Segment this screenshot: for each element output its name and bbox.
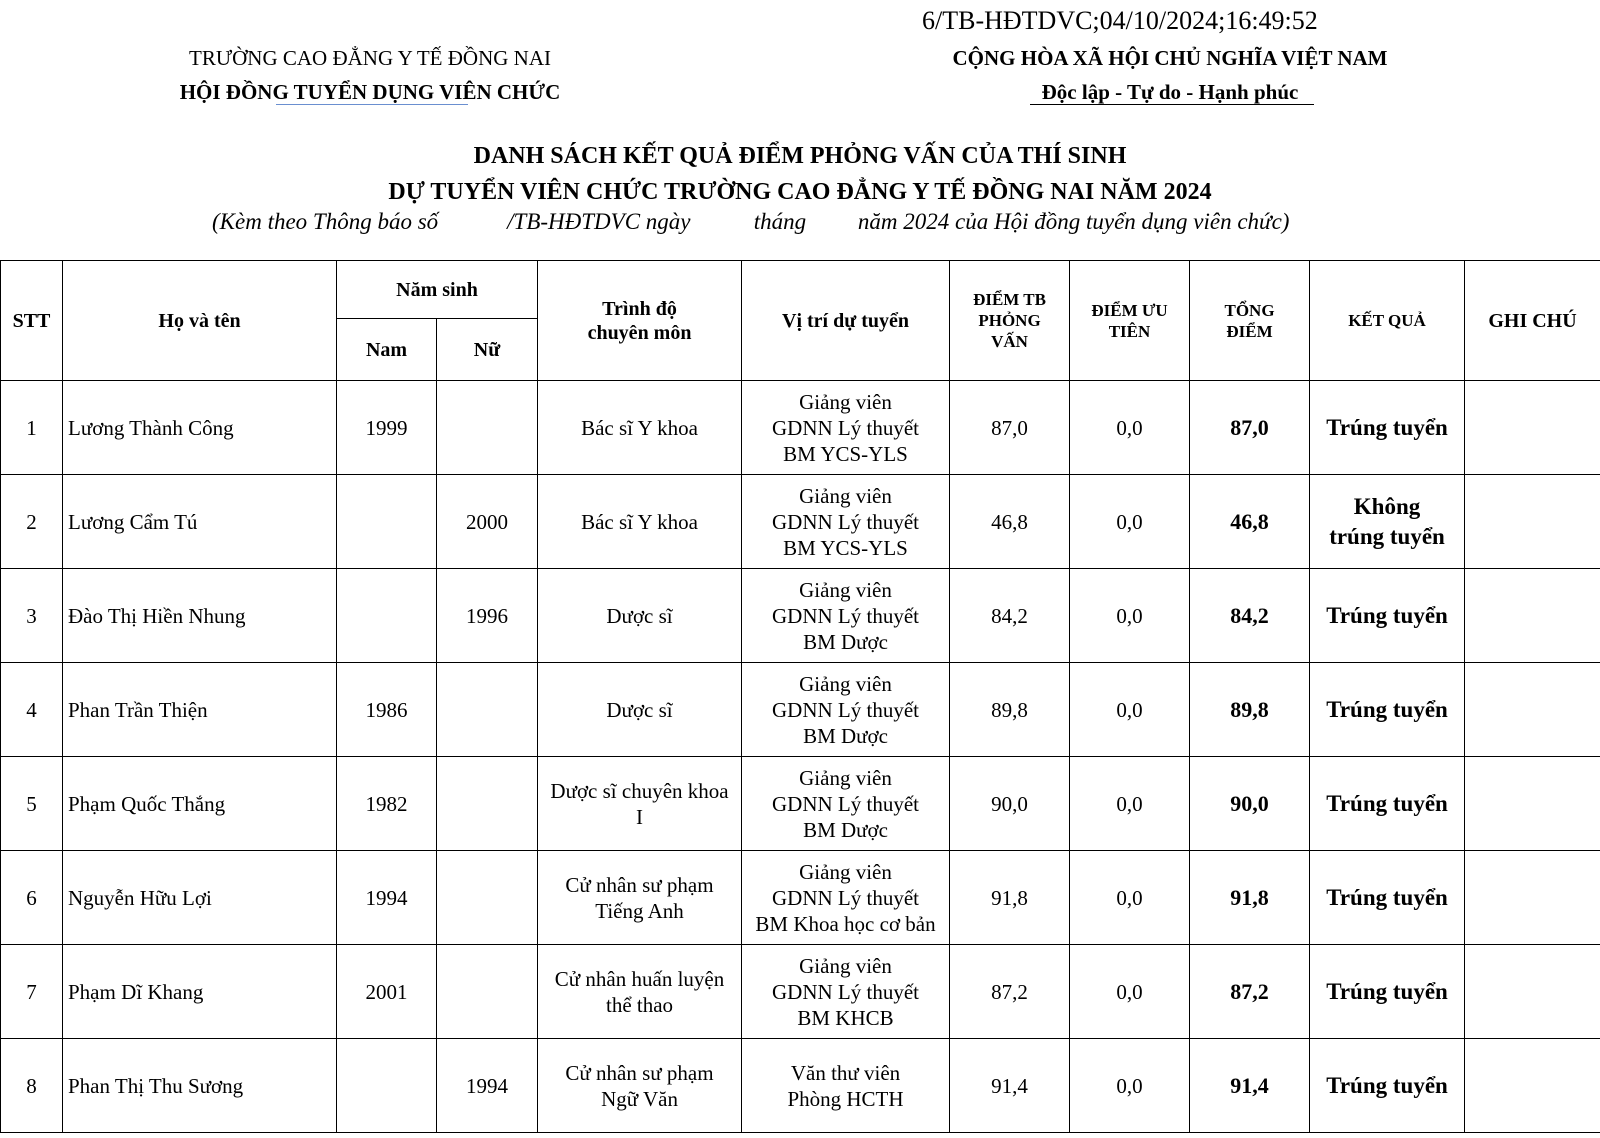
header-total-score xyxy=(1190,261,1310,381)
cell-qualification xyxy=(538,1039,742,1133)
cell-name: Phan Thị Thu Sương xyxy=(63,1039,337,1133)
cell-stt: 3 xyxy=(1,569,63,663)
document-title-line2: DỰ TUYỂN VIÊN CHỨC TRƯỜNG CAO ĐẲNG Y TẾ ĐỒNG NAI NĂM 2024 xyxy=(388,179,1212,205)
cell-note xyxy=(1465,381,1600,475)
position-line2: GDNN Lý thuyết xyxy=(772,415,919,440)
cell-priority-score: 0,0 xyxy=(1070,1039,1190,1133)
cell-birth-male xyxy=(337,569,437,663)
qualification-line1: Cử nhân huấn luyện xyxy=(554,966,725,991)
header-priority-score xyxy=(1070,261,1190,381)
header-score-l2: PHỎNG xyxy=(978,311,1041,330)
position-line2: GDNN Lý thuyết xyxy=(772,979,919,1004)
position-line3: BM Dược xyxy=(803,629,888,654)
cell-stt: 6 xyxy=(1,851,63,945)
cell-stt: 2 xyxy=(1,475,63,569)
header-result: KẾT QUẢ xyxy=(1310,261,1465,381)
cell-name: Nguyễn Hữu Lợi xyxy=(63,851,337,945)
cell-priority-score: 0,0 xyxy=(1070,945,1190,1039)
qualification-line1: Bác sĩ Y khoa xyxy=(581,415,698,440)
cell-stt: 1 xyxy=(1,381,63,475)
qualification-line1: Dược sĩ chuyên khoa xyxy=(550,778,729,803)
cell-birth-female xyxy=(437,945,538,1039)
cell-qualification xyxy=(538,475,742,569)
position-line2: GDNN Lý thuyết xyxy=(772,697,919,722)
cell-birth-male xyxy=(337,475,437,569)
cell-birth-male xyxy=(337,1039,437,1133)
document-number: 6/TB-HĐTDVC;04/10/2024;16:49:52 xyxy=(922,6,1318,35)
header-priority-l2: TIÊN xyxy=(1108,321,1151,341)
table-row xyxy=(1,945,1600,1039)
result-line1: Không xyxy=(1353,493,1421,519)
cell-note xyxy=(1465,851,1600,945)
document-title: DANH SÁCH KẾT QUẢ ĐIỂM PHỎNG VẤN CỦA THÍ SINH xyxy=(473,143,1127,169)
qualification-line2: Tiếng Anh xyxy=(595,898,684,923)
school-name: TRƯỜNG CAO ĐẲNG Y TẾ ĐỒNG NAI xyxy=(189,46,551,70)
position-line3: BM Dược xyxy=(803,723,888,748)
cell-birth-female xyxy=(437,757,538,851)
cell-interview-score: 91,8 xyxy=(950,851,1070,945)
table-body xyxy=(1,381,1600,1133)
qualification-line1: Dược sĩ xyxy=(606,697,673,722)
header-priority-l1: ĐIỂM ƯU xyxy=(1091,300,1168,320)
cell-interview-score: 87,2 xyxy=(950,945,1070,1039)
cell-qualification xyxy=(538,757,742,851)
cell-position xyxy=(742,475,950,569)
cell-qualification xyxy=(538,851,742,945)
table-header-row xyxy=(1,261,1600,319)
table-row xyxy=(1,475,1600,569)
cell-birth-female: 2000 xyxy=(437,475,538,569)
cell-birth-female xyxy=(437,851,538,945)
cell-birth-female: 1994 xyxy=(437,1039,538,1133)
cell-birth-female xyxy=(437,381,538,475)
cell-total-score: 46,8 xyxy=(1190,475,1310,569)
result-line1: Trúng tuyển xyxy=(1326,696,1448,722)
position-line3: BM Khoa học cơ bản xyxy=(755,911,936,936)
result-line1: Trúng tuyển xyxy=(1326,602,1448,628)
result-line1: Trúng tuyển xyxy=(1326,790,1448,816)
position-line3: BM Dược xyxy=(803,817,888,842)
header-female: Nữ xyxy=(437,319,538,381)
document-subtitle: (Kèm theo Thông báo số /TB-HĐTDVC ngày tháng năm 2024 của Hội đồng tuyển dụng viên chức) xyxy=(212,209,1290,234)
cell-total-score: 87,0 xyxy=(1190,381,1310,475)
table-row xyxy=(1,569,1600,663)
cell-priority-score: 0,0 xyxy=(1070,475,1190,569)
header-qualification-l2: chuyên môn xyxy=(587,321,692,344)
header-note: GHI CHÚ xyxy=(1465,261,1600,381)
cell-priority-score: 0,0 xyxy=(1070,381,1190,475)
position-line3: BM YCS-YLS xyxy=(783,441,908,466)
position-line1: Giảng viên xyxy=(799,389,892,414)
cell-name: Lương Cẩm Tú xyxy=(63,475,337,569)
position-line2: Phòng HCTH xyxy=(787,1086,904,1111)
cell-position xyxy=(742,851,950,945)
cell-qualification xyxy=(538,569,742,663)
cell-name: Phạm Dĩ Khang xyxy=(63,945,337,1039)
cell-note xyxy=(1465,569,1600,663)
position-line1: Văn thư viên xyxy=(790,1060,901,1085)
position-line2: GDNN Lý thuyết xyxy=(772,603,919,628)
cell-interview-score: 84,2 xyxy=(950,569,1070,663)
cell-position xyxy=(742,1039,950,1133)
cell-name: Phan Trần Thiện xyxy=(63,663,337,757)
header-male: Nam xyxy=(337,319,437,381)
cell-interview-score: 91,4 xyxy=(950,1039,1070,1133)
cell-stt: 5 xyxy=(1,757,63,851)
result-line1: Trúng tuyển xyxy=(1326,1072,1448,1098)
header-total-l2: ĐIỂM xyxy=(1226,321,1273,341)
cell-stt: 7 xyxy=(1,945,63,1039)
cell-result xyxy=(1310,757,1465,851)
cell-note xyxy=(1465,757,1600,851)
cell-birth-female: 1996 xyxy=(437,569,538,663)
result-line1: Trúng tuyển xyxy=(1326,414,1448,440)
header-name: Họ và tên xyxy=(63,261,337,381)
cell-position xyxy=(742,381,950,475)
cell-result xyxy=(1310,569,1465,663)
result-line1: Trúng tuyển xyxy=(1326,884,1448,910)
cell-stt: 8 xyxy=(1,1039,63,1133)
position-line1: Giảng viên xyxy=(799,953,892,978)
cell-position xyxy=(742,757,950,851)
cell-qualification xyxy=(538,945,742,1039)
cell-total-score: 90,0 xyxy=(1190,757,1310,851)
cell-note xyxy=(1465,663,1600,757)
qualification-line1: Cử nhân sư phạm xyxy=(565,1060,714,1085)
cell-interview-score: 46,8 xyxy=(950,475,1070,569)
cell-name: Đào Thị Hiền Nhung xyxy=(63,569,337,663)
results-table xyxy=(0,260,1600,1133)
qualification-line1: Dược sĩ xyxy=(606,603,673,628)
cell-birth-male: 1994 xyxy=(337,851,437,945)
table-row xyxy=(1,1039,1600,1133)
cell-position xyxy=(742,945,950,1039)
cell-name: Phạm Quốc Thắng xyxy=(63,757,337,851)
qualification-line1: Cử nhân sư phạm xyxy=(565,872,714,897)
cell-qualification xyxy=(538,663,742,757)
cell-total-score: 84,2 xyxy=(1190,569,1310,663)
cell-result xyxy=(1310,945,1465,1039)
cell-priority-score: 0,0 xyxy=(1070,757,1190,851)
cell-total-score: 89,8 xyxy=(1190,663,1310,757)
cell-interview-score: 89,8 xyxy=(950,663,1070,757)
cell-result xyxy=(1310,1039,1465,1133)
result-line2: trúng tuyển xyxy=(1329,523,1445,549)
cell-interview-score: 87,0 xyxy=(950,381,1070,475)
qualification-line2: thể thao xyxy=(605,992,674,1017)
national-title: CỘNG HÒA XÃ HỘI CHỦ NGHĨA VIỆT NAM xyxy=(952,46,1388,70)
cell-qualification xyxy=(538,381,742,475)
position-line1: Giảng viên xyxy=(799,859,892,884)
position-line1: Giảng viên xyxy=(799,483,892,508)
position-line1: Giảng viên xyxy=(799,671,892,696)
table-row xyxy=(1,663,1600,757)
cell-name: Lương Thành Công xyxy=(63,381,337,475)
cell-priority-score: 0,0 xyxy=(1070,569,1190,663)
result-line1: Trúng tuyển xyxy=(1326,978,1448,1004)
header-total-l1: TỔNG xyxy=(1224,300,1275,320)
cell-result xyxy=(1310,851,1465,945)
header-birth-year: Năm sinh xyxy=(337,261,538,319)
cell-birth-female xyxy=(437,663,538,757)
council-underline xyxy=(276,104,468,105)
table-row xyxy=(1,757,1600,851)
position-line3: BM KHCB xyxy=(797,1005,894,1030)
position-line2: GDNN Lý thuyết xyxy=(772,791,919,816)
cell-position xyxy=(742,569,950,663)
header-stt: STT xyxy=(1,261,63,381)
qualification-line2: Ngữ Văn xyxy=(601,1086,678,1111)
header-qualification-l1: Trình độ xyxy=(602,297,677,320)
header-score-l1: ĐIỂM TB xyxy=(973,290,1046,309)
position-line2: GDNN Lý thuyết xyxy=(772,885,919,910)
cell-position xyxy=(742,663,950,757)
header-qualification xyxy=(538,261,742,381)
cell-priority-score: 0,0 xyxy=(1070,851,1190,945)
cell-birth-male: 1999 xyxy=(337,381,437,475)
cell-birth-male: 2001 xyxy=(337,945,437,1039)
header-position: Vị trí dự tuyển xyxy=(742,261,950,381)
cell-birth-male: 1982 xyxy=(337,757,437,851)
cell-result xyxy=(1310,663,1465,757)
header-interview-score xyxy=(950,261,1070,381)
qualification-line1: Bác sĩ Y khoa xyxy=(581,509,698,534)
cell-result xyxy=(1310,475,1465,569)
position-line3: BM YCS-YLS xyxy=(783,535,908,560)
table-row xyxy=(1,381,1600,475)
motto-underline xyxy=(1030,104,1314,105)
cell-stt: 4 xyxy=(1,663,63,757)
cell-birth-male: 1986 xyxy=(337,663,437,757)
cell-result xyxy=(1310,381,1465,475)
cell-interview-score: 90,0 xyxy=(950,757,1070,851)
cell-note xyxy=(1465,475,1600,569)
cell-total-score: 91,8 xyxy=(1190,851,1310,945)
council-name: HỘI ĐỒNG TUYỂN DỤNG VIÊN CHỨC xyxy=(179,80,561,104)
cell-total-score: 87,2 xyxy=(1190,945,1310,1039)
table-row xyxy=(1,851,1600,945)
cell-note xyxy=(1465,1039,1600,1133)
cell-note xyxy=(1465,945,1600,1039)
position-line2: GDNN Lý thuyết xyxy=(772,509,919,534)
position-line1: Giảng viên xyxy=(799,577,892,602)
cell-total-score: 91,4 xyxy=(1190,1039,1310,1133)
position-line1: Giảng viên xyxy=(799,765,892,790)
qualification-line2: I xyxy=(636,804,644,829)
header-score-l3: VẤN xyxy=(991,332,1028,351)
cell-priority-score: 0,0 xyxy=(1070,663,1190,757)
national-motto: Độc lập - Tự do - Hạnh phúc xyxy=(1041,80,1299,104)
